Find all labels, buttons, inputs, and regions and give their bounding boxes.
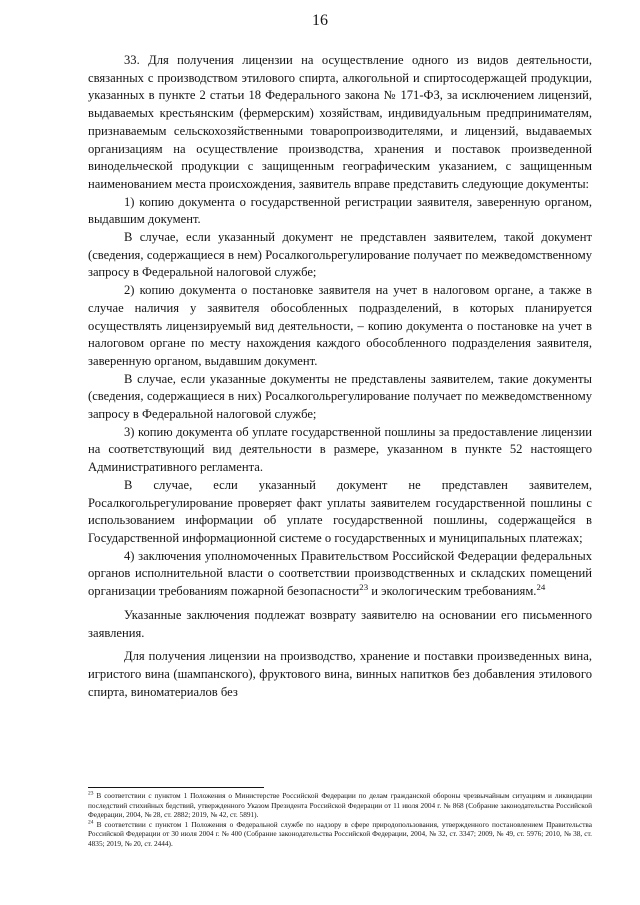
footnote-text: В соответствии с пунктом 1 Положения о Федеральной службе по надзору в сфере природопользования, утвержденного постановлением Правительства Российской Федерации от 30 июля 2004 г. № 400 (Собрание законодательства Российской Федерации, 2004, № 32, ст. 3347; 2009, № 49, ст. 5976; 2010, № 38, ст. 4835; 2019, № 20, ст. 2444). xyxy=(88,819,592,848)
paragraph-item-4 xyxy=(88,548,592,601)
paragraph-item-1: 1) копию документа о государственной регистрации заявителя, заверенную органом, выдавшим документ. xyxy=(88,194,592,227)
footnote-divider xyxy=(88,787,264,788)
paragraph-item-3: 3) копию документа об уплате государственной пошлины за предоставление лицензии на соответствующий вид деятельности в размере, указанном в пункте 52 настоящего Административного регламента. xyxy=(88,424,592,475)
paragraph-item-3-note: В случае, если указанный документ не представлен заявителем, Росалкогольрегулирование проверяет факт уплаты заявителем государственной пошлины с использованием информации об уплате государственной пошлины, содержащейся в Государственной информационной системе о государственных и муниципальных платежах; xyxy=(88,477,592,545)
paragraph-conclusions-return: Указанные заключения подлежат возврату заявителю на основании его письменного заявления. xyxy=(88,607,592,640)
paragraph-item-2-note: В случае, если указанные документы не представлены заявителем, такие документы (сведения, содержащиеся в них) Росалкогольрегулирование получает по межведомственному запросу в Федеральной налоговой службе; xyxy=(88,371,592,422)
paragraph-wine-license: Для получения лицензии на производство, хранение и поставки произведенных вина, игристого вина (шампанского), фруктового вина, винных напитков без добавления этилового спирта, виноматериалов без xyxy=(88,649,592,699)
item-4-text-end: и экологическим требованиям. xyxy=(368,584,537,599)
footnote-mark: 23 xyxy=(88,790,94,797)
page-number: 16 xyxy=(312,12,328,29)
paragraph-item-1-note: В случае, если указанный документ не представлен заявителем, такой документ (сведения, содержащиеся в нем) Росалкогольрегулирование получает по межведомственному запросу в Федеральной налоговой службе; xyxy=(88,230,592,280)
footnote-mark: 24 xyxy=(88,819,94,826)
paragraph-item-2: 2) копию документа о постановке заявителя на учет в налоговом органе, а также в случае наличия у заявителя обособленных подразделений, в которых планируется осуществлять лицензируемый вид деятельности, – копию документа о постановке на учет в налоговом органе по месту нахождения каждого обособленного подразделения заявителя, заверенную органом, выдавшим документ. xyxy=(88,283,592,368)
footnote-ref-24[interactable]: 24 xyxy=(536,581,546,592)
footnotes xyxy=(88,787,592,849)
footnote-ref-23[interactable]: 23 xyxy=(359,581,369,592)
footnote-text: В соответствии с пунктом 1 Положения о Министерстве Российской Федерации по делам гражданской обороны чрезвычайным ситуациям и ликвидации последствий стихийных бедствий, утвержденного Указом Президента Российской Федерации от 11 июля 2004 г. № 868 (Собрание законодательства Российской Федерации, 2004, № 28, ст. 2882; 2019, № 42, ст. 5891). xyxy=(88,791,592,820)
footnote-23 xyxy=(88,791,592,820)
paragraph-33-intro: 33. Для получения лицензии на осуществление одного из видов деятельности, связанных с производством этилового спирта, алкогольной и спиртосодержащей продукции, указанных в пункте 2 статьи 18 Федерального закона № 171-ФЗ, за исключением лицензий, выдаваемых крестьянским (фермерским) хозяйствам, индивидуальным предпринимателям, признаваемым сельскохозяйственными товаропроизводителями, и лицензий, выдаваемых организациям на осуществление производства, хранения и поставок произведенной винодельческой продукции с защищенным географическим указанием, с защищенным наименованием места происхождения, заявитель вправе представить следующие документы: xyxy=(88,53,592,191)
document-body xyxy=(88,52,592,701)
footnote-24 xyxy=(88,820,592,849)
item-4-text: 4) заключения уполномоченных Правительством Российской Федерации федеральных органов исполнительной власти о соответствии производственных и складских помещений организации требованиям пожарной безопасности xyxy=(88,548,592,599)
